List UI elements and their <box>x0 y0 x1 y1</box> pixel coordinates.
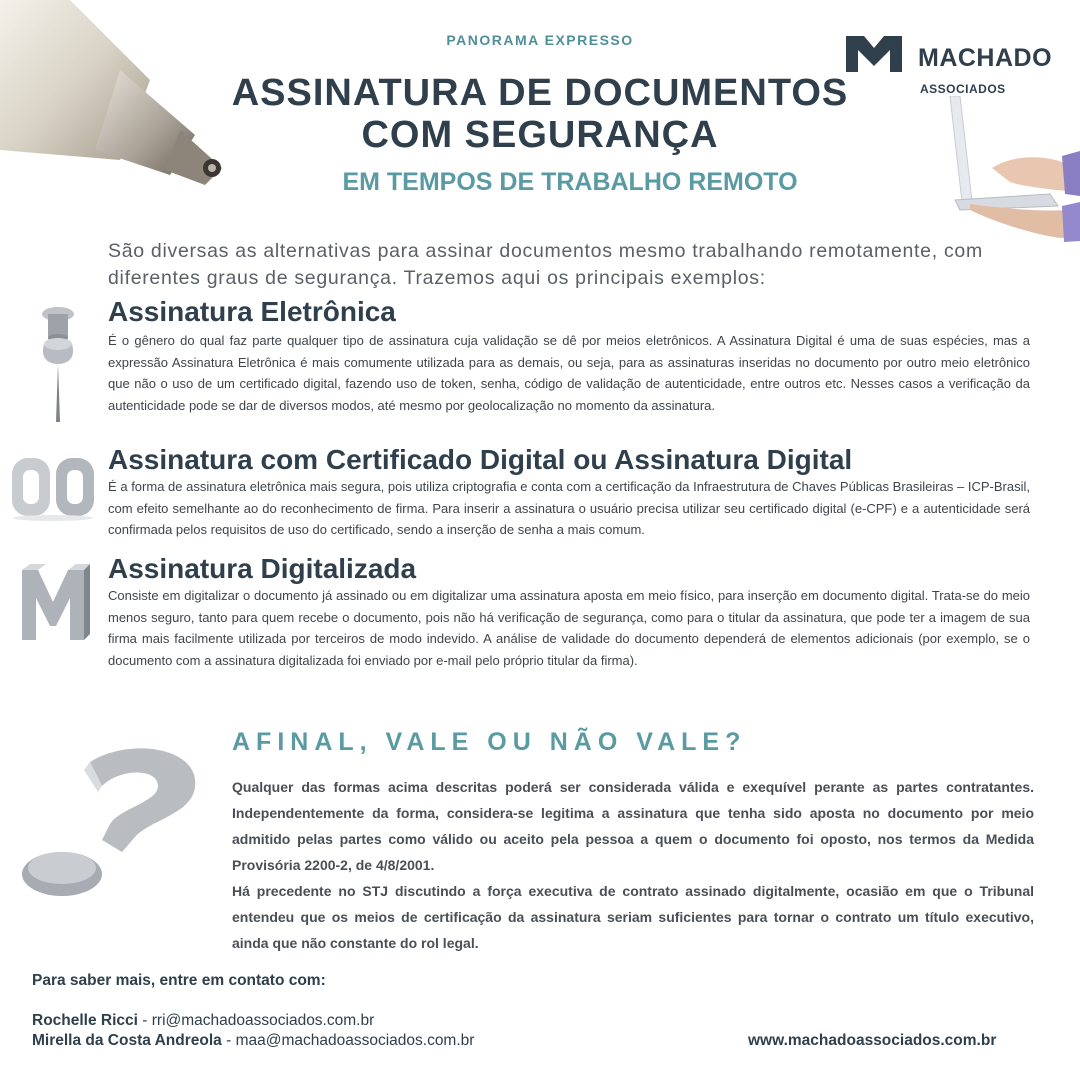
logo-mark-icon <box>846 36 902 72</box>
contact-name: Rochelle Ricci <box>32 1012 138 1029</box>
contact-line <box>32 1012 374 1030</box>
question-mark-icon <box>10 742 210 902</box>
kicker-label: PANORAMA EXPRESSO <box>446 32 634 48</box>
logo-name: MACHADO <box>918 44 1053 72</box>
section-body-eletronica: É o gênero do qual faz parte qualquer tipo de assinatura cuja validação se dê por meios eletrônicos. A Assinatura Digital é uma de suas espécies, mas a expressão Assinatura Eletrônica é mais comumente utilizada para as demais, ou seja, para as assinaturas inseridas no documento por outro meio eletrônico que não o uso de um certificado digital, fazendo uso de token, senha, código de validação de autenticidade, entre outros etc. Nesses casos a verificação da autenticidade pode se dar de diversos modos, até mesmo por geolocalização no momento da assinatura. <box>108 333 1030 413</box>
question-heading: AFINAL, VALE OU NÃO VALE? <box>232 728 747 756</box>
intro-paragraph: São diversas as alternativas para assinar documentos mesmo trabalhando remotamente, com diferentes graus de segurança. Trazemos aqui os principais exemplos: <box>108 240 983 289</box>
letter-m-icon <box>16 562 90 644</box>
contact-name: Mirella da Costa Andreola <box>32 1032 222 1049</box>
double-zero-icon <box>8 452 98 522</box>
contact-email[interactable]: rri@machadoassociados.com.br <box>151 1012 375 1029</box>
website-link[interactable]: www.machadoassociados.com.br <box>748 1032 997 1049</box>
pushpin-icon <box>34 306 84 424</box>
pen-tip-icon <box>0 0 230 200</box>
contact-email[interactable]: maa@machadoassociados.com.br <box>235 1032 475 1049</box>
section-heading-eletronica: Assinatura Eletrônica <box>108 296 396 327</box>
title-line-2: COM SEGURANÇA <box>361 114 719 156</box>
logo-subname: ASSOCIADOS <box>920 82 1006 96</box>
section-body-certificado-digital: É a forma de assinatura eletrônica mais segura, pois utiliza criptografia e conta com a certificação da Infraestrutura de Chaves Públicas Brasileiras – ICP-Brasil, com efeito semelhante ao do reconhecimento de firma. Para inserir a assinatura o usuário precisa utilizar seu certificado digital (e-CPF) e a autenticidade será confirmada pelos requisitos de uso do certificado, sendo a inserção de senha a mais comum. <box>108 479 1030 537</box>
question-paragraph-1: Qualquer das formas acima descritas poderá ser considerada válida e exequível perante as partes contratantes. Independentemente da forma, considera-se legitima a assinatura que tenha sido aposta no documento por meio admitido pelas partes como válido ou aceito pela pessoa a quem o documento foi oposto, nos termos da Medida Provisória 2200-2, de 4/8/2001. <box>232 779 1034 873</box>
page-title <box>200 72 880 156</box>
question-paragraph-2: Há precedente no STJ discutindo a força executiva de contrato assinado digitalmente, ocasião em que o Tribunal entendeu que os meios de certificação da assinatura seriam suficientes para tornar o contrato um título executivo, ainda que não constante do rol legal. <box>232 883 1034 951</box>
contact-line <box>32 1032 474 1050</box>
title-line-1: ASSINATURA DE DOCUMENTOS <box>231 72 849 114</box>
company-logo <box>846 36 1056 100</box>
page-subtitle: EM TEMPOS DE TRABALHO REMOTO <box>342 168 798 196</box>
contact-separator: - <box>137 1012 152 1029</box>
section-heading-digitalizada: Assinatura Digitalizada <box>108 553 417 584</box>
contact-separator: - <box>221 1032 236 1049</box>
section-heading-certificado-digital: Assinatura com Certificado Digital ou Assinatura Digital <box>108 444 853 475</box>
contact-heading: Para saber mais, entre em contato com: <box>32 972 326 989</box>
question-body <box>232 774 1034 956</box>
laptop-hands-icon <box>930 96 1080 246</box>
section-body-digitalizada: Consiste em digitalizar o documento já assinado ou em digitalizar uma assinatura aposta em meio físico, para inserção em documento digital. Trata-se do meio menos seguro, tanto para quem recebe o documento, pois não há verificação de segurança, como para o titular da assinatura, que pode ter a imagem de sua firma mais facilmente utilizada por terceiros de modo indevido. A análise de validade do documento dependerá de elementos adicionais (por exemplo, se o documento com a assinatura digitalizada foi enviado por e-mail pelo próprio titular da firma). <box>108 588 1030 668</box>
